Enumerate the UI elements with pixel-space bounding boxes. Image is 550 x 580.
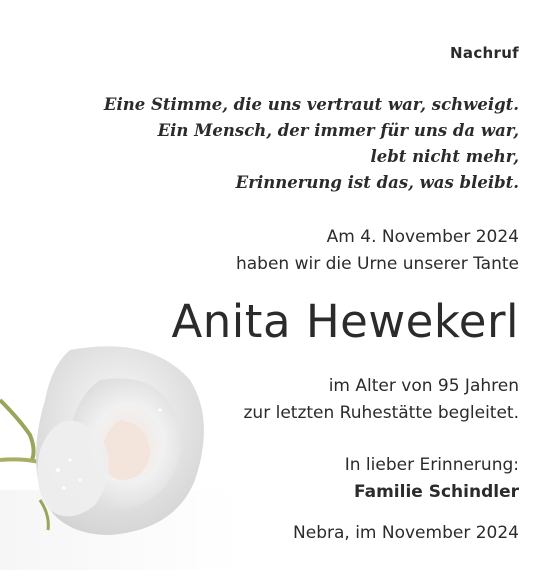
age-line: zur letzten Ruhestätte begleitet. [243,403,519,423]
poem-line: Eine Stimme, die uns vertraut war, schweigt. [103,95,519,114]
place-date: Nebra, im November 2024 [293,523,519,543]
poem-line: lebt nicht mehr, [370,147,519,166]
intro-text [236,224,519,278]
family-name: Familie Schindler [354,482,519,502]
regards-block [345,452,519,506]
age-text [244,373,520,427]
regards-line: In lieber Erinnerung: [344,455,519,475]
deceased-name: Anita Hewekerl [171,295,519,348]
notice-title: Nachruf [450,44,519,62]
white-rose-image [0,340,240,570]
intro-line: Am 4. November 2024 [326,227,519,247]
poem-line: Erinnerung ist das, was bleibt. [235,173,519,192]
poem [104,92,519,196]
age-line: im Alter von 95 Jahren [328,376,519,396]
poem-line: Ein Mensch, der immer für uns da war, [157,121,519,140]
intro-line: haben wir die Urne unserer Tante [235,254,519,274]
